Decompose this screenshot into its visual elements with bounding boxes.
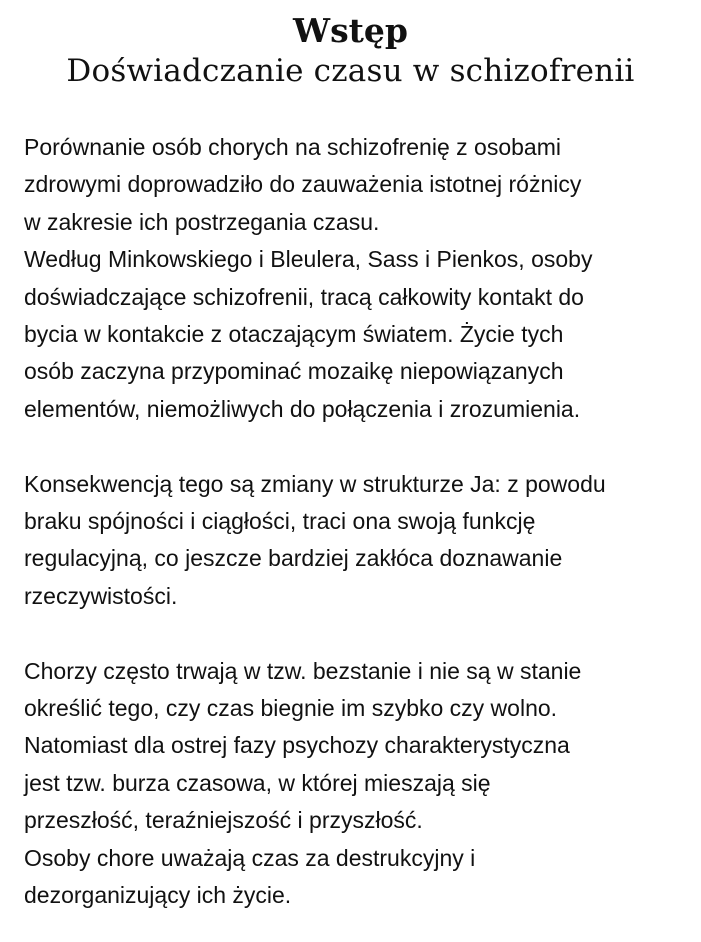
text-line: rzeczywistości.: [24, 582, 178, 609]
text-line: Porównanie osób chorych na schizofrenię z osobami: [24, 134, 561, 160]
text-line: dezorganizujący ich życie.: [24, 882, 292, 909]
text-line: braku spójności i ciągłości, traci ona swoją funkcję: [24, 508, 536, 535]
text-line: Osoby chore uważają czas za destrukcyjny i: [24, 844, 476, 871]
document-header: [0, 0, 701, 92]
text-line: elementów, niemożliwych do połączenia i zrozumienia.: [24, 395, 581, 422]
text-line: doświadczające schizofrenii, tracą całkowity kontakt do: [24, 283, 584, 310]
text-line: określić tego, czy czas biegnie im szybko czy wolno.: [24, 695, 558, 722]
paragraph-self-structure: [24, 466, 684, 616]
page-subtitle: Doświadczanie czasu w schizofrenii: [66, 53, 635, 89]
paragraph-minkowski-bleuler: [24, 241, 684, 428]
text-line: w zakresie ich postrzegania czasu.: [24, 208, 380, 235]
text-line: bycia w kontakcie z otaczającym światem. Życie tych: [24, 321, 564, 348]
text-line: przeszłość, teraźniejszość i przyszłość.: [24, 807, 423, 834]
document-body: [24, 129, 684, 915]
text-line: Konsekwencją tego są zmiany w strukturze Ja: z powodu: [24, 470, 606, 497]
page-title: Wstęp: [293, 11, 408, 50]
paragraph-time-storm: [24, 653, 684, 840]
paragraph-gap: [24, 428, 684, 465]
paragraph-gap: [24, 615, 684, 652]
text-line: regulacyjną, co jeszcze bardziej zakłóca doznawanie: [24, 545, 563, 572]
text-line: Chorzy często trwają w tzw. bezstanie i nie są w stanie: [24, 657, 582, 684]
text-line: jest tzw. burza czasowa, w której mieszają się: [24, 769, 491, 796]
text-line: zdrowymi doprowadziło do zauważenia istotnej różnicy: [24, 171, 582, 198]
text-line: osób zaczyna przypominać mozaikę niepowiązanych: [24, 358, 564, 385]
text-line: Natomiast dla ostrej fazy psychozy charakterystyczna: [24, 732, 570, 759]
text-line: Według Minkowskiego i Bleulera, Sass i Pienkos, osoby: [24, 246, 593, 273]
paragraph-comparison: [24, 129, 684, 241]
paragraph-destructive-time: [24, 840, 684, 915]
